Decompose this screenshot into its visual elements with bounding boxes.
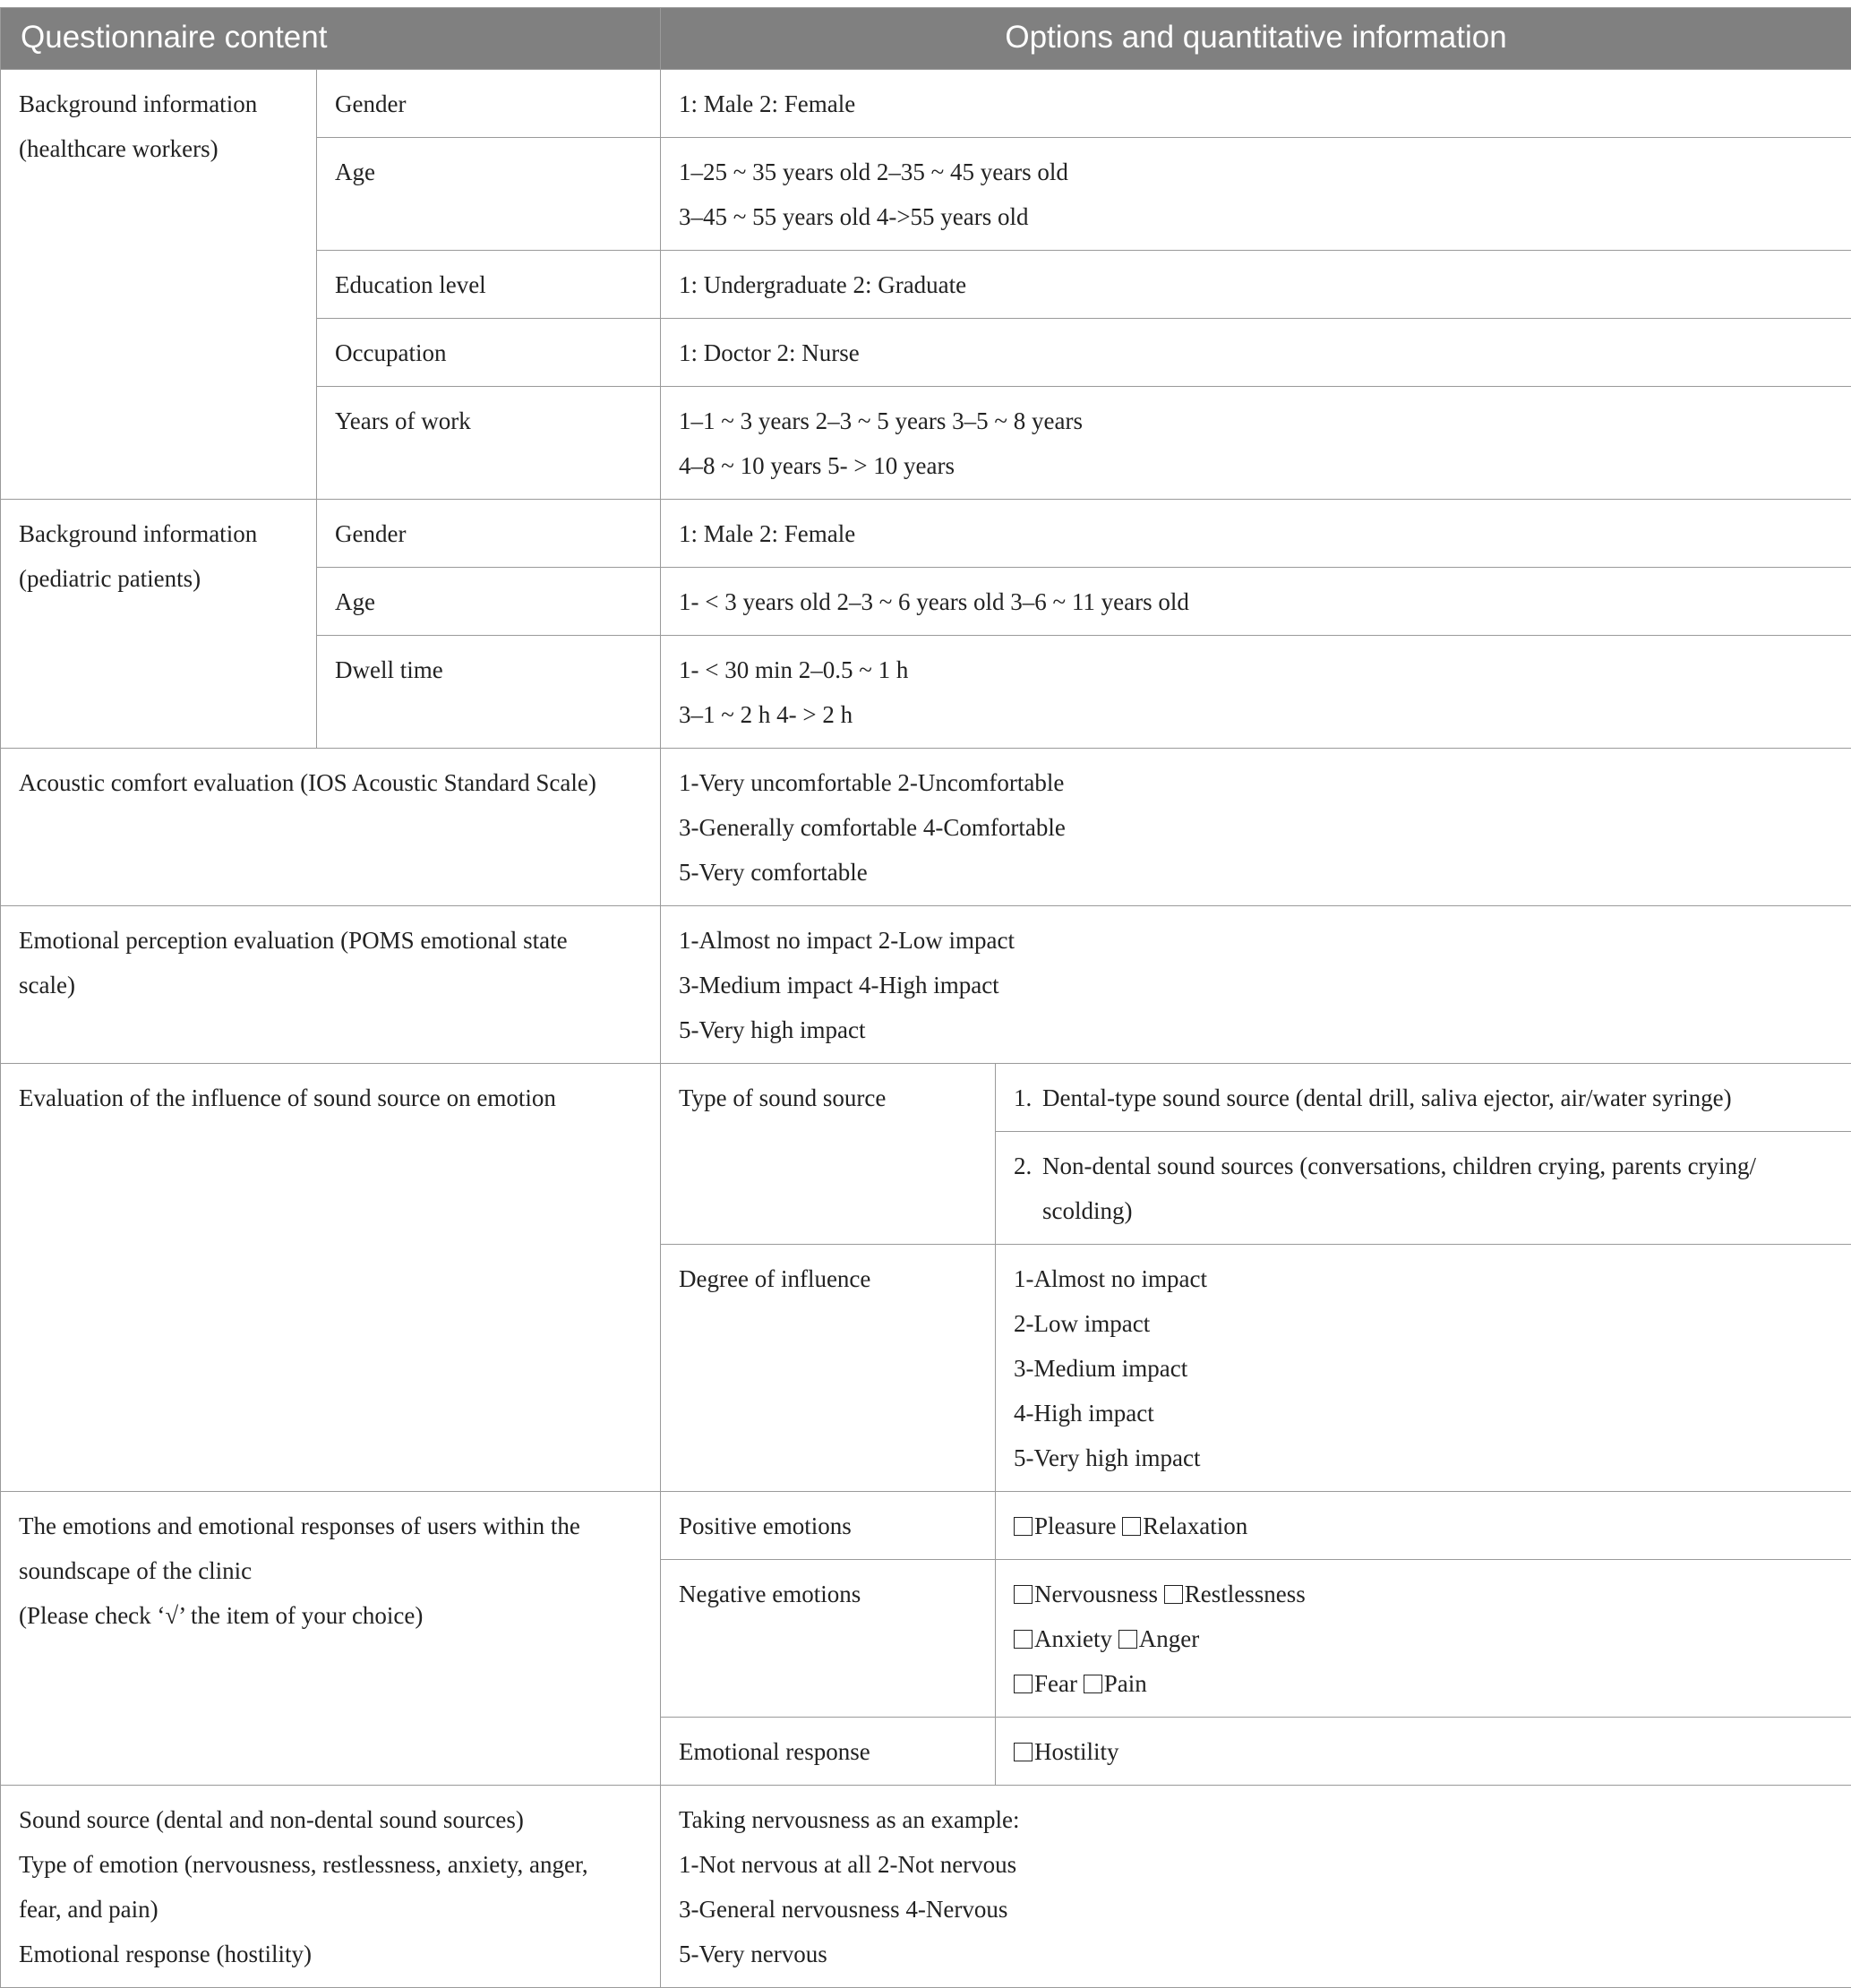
label-line: soundscape of the clinic xyxy=(19,1548,642,1593)
option-line: 1–1 ~ 3 years 2–3 ~ 5 years 3–5 ~ 8 years xyxy=(679,398,1833,443)
numbered-line xyxy=(1014,1075,1833,1120)
response-checkboxes xyxy=(996,1718,1851,1786)
checkbox-option[interactable] xyxy=(1014,1738,1119,1765)
item-options xyxy=(661,906,1851,1064)
checkbox-label: Anxiety xyxy=(1034,1625,1112,1652)
option-line: 1: Doctor 2: Nurse xyxy=(679,330,1833,375)
checkbox-icon[interactable] xyxy=(1118,1630,1137,1649)
option-line: 5-Very high impact xyxy=(679,1007,1833,1052)
checkbox-label: Pain xyxy=(1104,1670,1147,1697)
item-label: Dwell time xyxy=(317,636,661,749)
checkbox-icon[interactable] xyxy=(1014,1585,1033,1604)
checkbox-option[interactable] xyxy=(1014,1670,1077,1697)
table-row xyxy=(1,906,1851,1064)
checkbox-label: Hostility xyxy=(1034,1738,1119,1765)
item-label: Education level xyxy=(317,251,661,319)
header-row xyxy=(1,8,1851,70)
item-options xyxy=(661,500,1851,568)
label-line: Emotional perception evaluation (POMS emotional state xyxy=(19,918,642,963)
item-label: Gender xyxy=(317,500,661,568)
group-label-line: Background information xyxy=(19,81,298,126)
checkbox-line xyxy=(1014,1661,1833,1706)
final-row-label xyxy=(1,1786,661,1988)
emotional-perception-label xyxy=(1,906,661,1064)
option-line: 3-Generally comfortable 4-Comfortable xyxy=(679,805,1833,850)
option-line: 3-Medium impact 4-High impact xyxy=(679,963,1833,1007)
item-text-continued: scolding) xyxy=(1014,1188,1833,1233)
sub-item-label: Type of sound source xyxy=(661,1064,996,1245)
checkbox-option[interactable] xyxy=(1014,1512,1116,1539)
item-options xyxy=(661,749,1851,906)
option-line: 4–8 ~ 10 years 5- > 10 years xyxy=(679,443,1833,488)
check-mark-icon: √ xyxy=(165,1593,178,1638)
checkbox-icon[interactable] xyxy=(1014,1630,1033,1649)
sound-type-item xyxy=(996,1064,1851,1132)
header-options: Options and quantitative information xyxy=(661,8,1851,70)
questionnaire-table xyxy=(0,7,1851,1988)
checkbox-line xyxy=(1014,1729,1833,1774)
item-number: 1. xyxy=(1014,1075,1042,1120)
checkbox-icon[interactable] xyxy=(1014,1675,1033,1693)
label-line: fear, and pain) xyxy=(19,1887,642,1932)
item-label: Gender xyxy=(317,70,661,138)
group-label-line: (pediatric patients) xyxy=(19,556,298,601)
group-label-pediatric-patients xyxy=(1,500,317,749)
item-options xyxy=(661,568,1851,636)
positive-checkboxes xyxy=(996,1492,1851,1560)
option-line: 1–25 ~ 35 years old 2–35 ~ 45 years old xyxy=(679,150,1833,194)
numbered-line xyxy=(1014,1144,1833,1188)
item-number: 2. xyxy=(1014,1144,1042,1188)
checkbox-icon[interactable] xyxy=(1014,1743,1033,1761)
item-label: Occupation xyxy=(317,319,661,387)
checkbox-line xyxy=(1014,1504,1833,1548)
label-line: The emotions and emotional responses of users within the xyxy=(19,1504,642,1548)
sub-item-label: Negative emotions xyxy=(661,1560,996,1718)
group-label-line: (healthcare workers) xyxy=(19,126,298,171)
table-row xyxy=(1,749,1851,906)
sub-item-label: Degree of influence xyxy=(661,1245,996,1492)
checkbox-option[interactable] xyxy=(1014,1581,1158,1607)
item-text: Non-dental sound sources (conversations, children crying, parents crying/ xyxy=(1042,1153,1756,1179)
checkbox-icon[interactable] xyxy=(1164,1585,1183,1604)
checkbox-label: Pleasure xyxy=(1034,1512,1116,1539)
negative-checkboxes xyxy=(996,1560,1851,1718)
checkbox-label: Relaxation xyxy=(1143,1512,1247,1539)
option-line: Taking nervousness as an example: xyxy=(679,1797,1833,1842)
sound-influence-label: Evaluation of the influence of sound source on emotion xyxy=(1,1064,661,1492)
check-instruction xyxy=(19,1593,642,1638)
sub-item-label: Positive emotions xyxy=(661,1492,996,1560)
checkbox-option[interactable] xyxy=(1118,1625,1199,1652)
checkbox-icon[interactable] xyxy=(1084,1675,1102,1693)
checkbox-line xyxy=(1014,1572,1833,1616)
item-options xyxy=(661,70,1851,138)
checkbox-line xyxy=(1014,1616,1833,1661)
item-options xyxy=(661,319,1851,387)
check-instruction-prefix: (Please check ‘ xyxy=(19,1602,165,1629)
option-line: 1-Almost no impact xyxy=(1014,1256,1833,1301)
label-line: Type of emotion (nervousness, restlessness, anxiety, anger, xyxy=(19,1842,642,1887)
table-row xyxy=(1,500,1851,568)
group-label-healthcare-workers xyxy=(1,70,317,500)
item-label: Years of work xyxy=(317,387,661,500)
option-line: 5-Very comfortable xyxy=(679,850,1833,895)
table-row xyxy=(1,70,1851,138)
emotions-label xyxy=(1,1492,661,1786)
label-line: Emotional response (hostility) xyxy=(19,1932,642,1976)
option-line: 5-Very nervous xyxy=(679,1932,1833,1976)
checkbox-label: Nervousness xyxy=(1034,1581,1158,1607)
option-line: 1: Male 2: Female xyxy=(679,81,1833,126)
item-text: Dental-type sound source (dental drill, saliva ejector, air/water syringe) xyxy=(1042,1084,1732,1111)
option-line: 2-Low impact xyxy=(1014,1301,1833,1346)
option-line: 1: Undergraduate 2: Graduate xyxy=(679,262,1833,307)
group-label-line: Background information xyxy=(19,511,298,556)
checkbox-option[interactable] xyxy=(1164,1581,1306,1607)
item-options xyxy=(661,138,1851,251)
option-line: 3-General nervousness 4-Nervous xyxy=(679,1887,1833,1932)
table-row xyxy=(1,1786,1851,1988)
item-label: Age xyxy=(317,138,661,251)
option-line: 1-Very uncomfortable 2-Uncomfortable xyxy=(679,760,1833,805)
sound-type-item xyxy=(996,1132,1851,1245)
option-line: 1-Almost no impact 2-Low impact xyxy=(679,918,1833,963)
checkbox-option[interactable] xyxy=(1014,1625,1112,1652)
checkbox-option[interactable] xyxy=(1084,1670,1147,1697)
degree-options xyxy=(996,1245,1851,1492)
table-row xyxy=(1,1064,1851,1132)
checkbox-icon[interactable] xyxy=(1122,1517,1141,1536)
checkbox-label: Restlessness xyxy=(1185,1581,1306,1607)
table-row xyxy=(1,1492,1851,1560)
option-line: 1: Male 2: Female xyxy=(679,511,1833,556)
checkbox-option[interactable] xyxy=(1122,1512,1247,1539)
option-line: 5-Very high impact xyxy=(1014,1435,1833,1480)
acoustic-comfort-label: Acoustic comfort evaluation (IOS Acoustic Standard Scale) xyxy=(1,749,661,906)
header-questionnaire-content: Questionnaire content xyxy=(1,8,661,70)
item-options xyxy=(661,636,1851,749)
label-line: scale) xyxy=(19,963,642,1007)
sub-item-label: Emotional response xyxy=(661,1718,996,1786)
item-label: Age xyxy=(317,568,661,636)
checkbox-icon[interactable] xyxy=(1014,1517,1033,1536)
label-line: Sound source (dental and non-dental sound sources) xyxy=(19,1797,642,1842)
option-line: 3-Medium impact xyxy=(1014,1346,1833,1391)
option-line: 4-High impact xyxy=(1014,1391,1833,1435)
option-line: 1- < 30 min 2–0.5 ~ 1 h xyxy=(679,647,1833,692)
option-line: 3–1 ~ 2 h 4- > 2 h xyxy=(679,692,1833,737)
checkbox-label: Fear xyxy=(1034,1670,1077,1697)
item-options xyxy=(661,251,1851,319)
checkbox-label: Anger xyxy=(1139,1625,1199,1652)
item-options xyxy=(661,387,1851,500)
option-line: 1- < 3 years old 2–3 ~ 6 years old 3–6 ~ 11 years old xyxy=(679,579,1833,624)
option-line: 1-Not nervous at all 2-Not nervous xyxy=(679,1842,1833,1887)
final-row-options xyxy=(661,1786,1851,1988)
check-instruction-suffix: ’ the item of your choice) xyxy=(178,1602,423,1629)
option-line: 3–45 ~ 55 years old 4->55 years old xyxy=(679,194,1833,239)
